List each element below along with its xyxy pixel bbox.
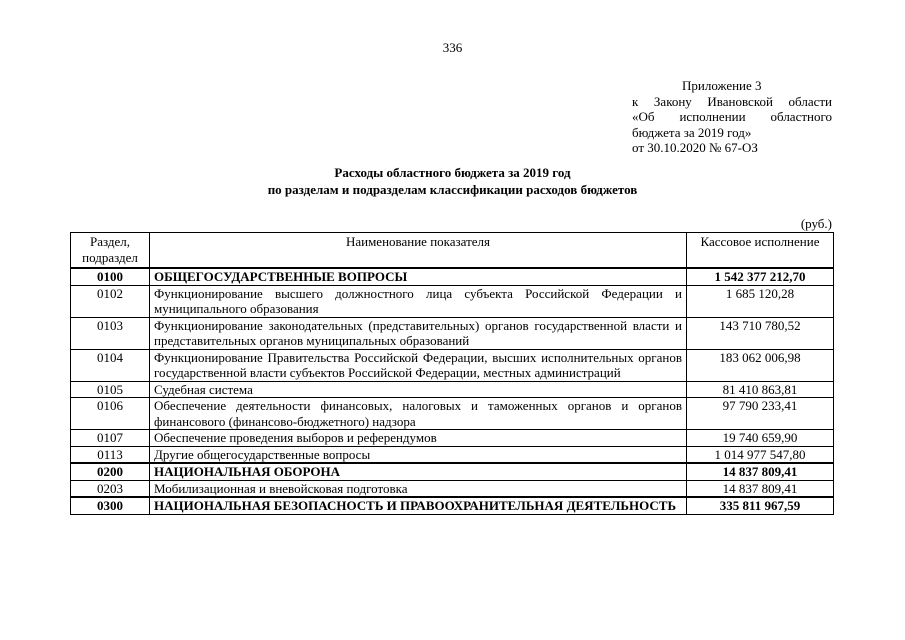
table-row [71,398,834,430]
row-amount: 97 790 233,41 [687,398,834,430]
row-amount: 183 062 006,98 [687,349,834,381]
row-code: 0100 [71,268,150,285]
table-row [71,497,834,514]
row-amount: 335 811 967,59 [687,497,834,514]
table-row [71,268,834,285]
table-body [71,268,834,514]
row-code: 0104 [71,349,150,381]
budget-table [70,232,834,515]
row-amount: 1 685 120,28 [687,285,834,317]
appendix-line: от 30.10.2020 № 67-ОЗ [632,140,758,155]
table-row [71,446,834,463]
unit-label: (руб.) [800,216,832,231]
document-title-line: Расходы областного бюджета за 2019 год [334,165,571,180]
row-code: 0103 [71,317,150,349]
row-name: Обеспечение проведения выборов и референдумов [150,430,687,447]
row-name: НАЦИОНАЛЬНАЯ ОБОРОНА [150,463,687,480]
row-name: НАЦИОНАЛЬНАЯ БЕЗОПАСНОСТЬ И ПРАВООХРАНИТЕЛЬНАЯ ДЕЯТЕЛЬНОСТЬ [150,497,687,514]
header-amount: Кассовое исполнение [687,233,834,269]
row-code: 0200 [71,463,150,480]
table-header-row [71,233,834,269]
table-row [71,317,834,349]
row-code: 0300 [71,497,150,514]
header-name: Наименование показателя [150,233,687,269]
row-name: ОБЩЕГОСУДАРСТВЕННЫЕ ВОПРОСЫ [150,268,687,285]
header-code: Раздел, подраздел [71,233,150,269]
row-name: Функционирование Правительства Российской Федерации, высших исполнительных органов государственной власти субъектов Российской Федерации, местных администраций [150,349,687,381]
row-code: 0113 [71,446,150,463]
row-name: Обеспечение деятельности финансовых, налоговых и таможенных органов и органов финансового (финансово-бюджетного) надзора [150,398,687,430]
row-code: 0106 [71,398,150,430]
appendix-line: к Закону Ивановской области [632,93,832,109]
row-amount: 1 542 377 212,70 [687,268,834,285]
row-name: Мобилизационная и вневойсковая подготовка [150,480,687,497]
table-row [71,463,834,480]
appendix-title: Приложение 3 [682,78,762,93]
appendix-block [632,78,832,156]
row-amount: 81 410 863,81 [687,381,834,398]
row-name: Функционирование законодательных (представительных) органов государственной власти и представительных органов муниципальных образований [150,317,687,349]
table-row [71,430,834,447]
page-number: 336 [442,40,463,55]
appendix-line: бюджета за 2019 год» [632,124,752,140]
row-amount: 19 740 659,90 [687,430,834,447]
row-name: Судебная система [150,381,687,398]
row-amount: 1 014 977 547,80 [687,446,834,463]
row-name: Другие общегосударственные вопросы [150,446,687,463]
row-code: 0203 [71,480,150,497]
row-amount: 14 837 809,41 [687,463,834,480]
appendix-line: «Об исполнении областного [632,109,832,124]
table-row [71,285,834,317]
row-name: Функционирование высшего должностного лица субъекта Российской Федерации и муниципального образования [150,285,687,317]
row-code: 0105 [71,381,150,398]
row-code: 0107 [71,430,150,447]
table-row [71,381,834,398]
document-title [0,164,905,198]
row-amount: 14 837 809,41 [687,480,834,497]
document-title-line: по разделам и подразделам классификации расходов бюджетов [267,182,638,197]
row-code: 0102 [71,285,150,317]
table-row [71,349,834,381]
row-amount: 143 710 780,52 [687,317,834,349]
table-row [71,480,834,497]
